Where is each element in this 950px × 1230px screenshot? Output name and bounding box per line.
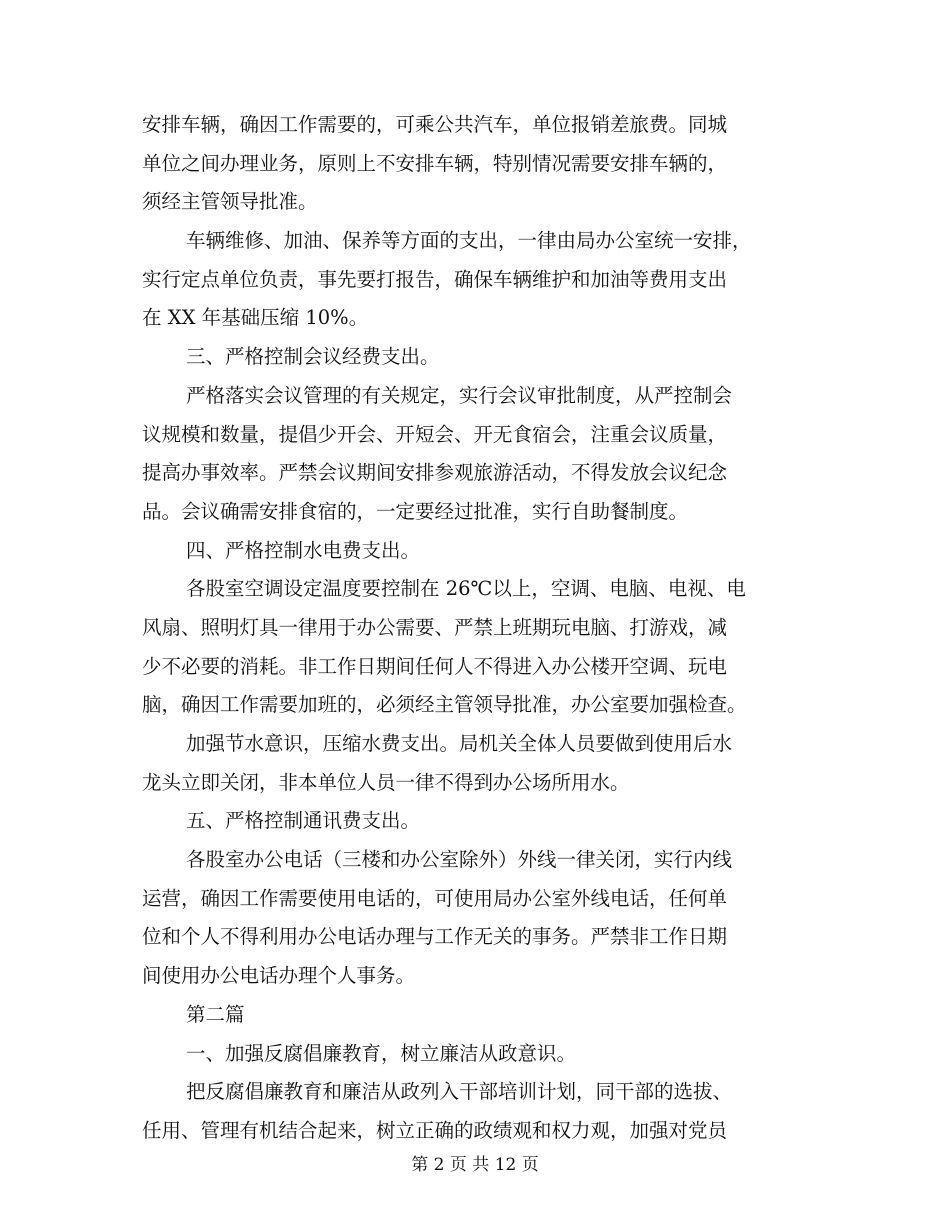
page-number-footer: 第 2 页 共 12 页 [411,1155,539,1175]
text-line: 实行定点单位负责，事先要打报告，确保车辆维护和加油等费用支出 [142,267,728,291]
text-line: 加强节水意识，压缩水费支出。局机关全体人员要做到使用后水 [186,732,733,755]
text-line: 间使用办公电话办理个人事务。 [142,964,416,988]
text-line: 车辆维修、加油、保养等方面的支出，一律由局办公室统一安排， [186,229,752,253]
text-line: 品。会议确需安排食宿的，一定要经过批准，实行自助餐制度。 [142,499,689,523]
text-line: 议规模和数量，提倡少开会、开短会、开无食宿会，注重会议质量， [142,422,728,446]
text-line: 风扇、照明灯具一律用于办公需要、严禁上班期玩电脑、打游戏，减 [142,615,728,639]
section-heading: 四、严格控制水电费支出。 [186,538,421,562]
document-body [142,106,810,1151]
text-line: 须经主管领导批准。 [142,190,318,214]
text-line: 严格落实会议管理的有关规定，实行会议审批制度，从严控制会 [186,383,733,407]
section-heading: 三、严格控制会议经费支出。 [186,345,440,369]
text-line: 位和个人不得利用办公电话办理与工作无关的事务。严禁非工作日期 [142,925,728,949]
text-line: 单位之间办理业务，原则上不安排车辆，特别情况需要安排车辆的， [142,151,728,175]
text-line: 在 XX 年基础压缩 10%。 [142,306,369,330]
text-line: 各股室办公电话（三楼和办公室除外）外线一律关闭，实行内线 [186,848,733,872]
text-line: 龙头立即关闭，非本单位人员一律不得到办公场所用水。 [142,770,630,794]
part-heading: 第二篇 [186,1002,245,1026]
text-line: 运营，确因工作需要使用电话的，可使用局办公室外线电话，任何单 [142,886,728,910]
section-heading: 五、严格控制通讯费支出。 [186,809,421,833]
text-line: 少不必要的消耗。非工作日期间任何人不得进入办公楼开空调、玩电 [142,654,728,678]
text-line: 各股室空调设定温度要控制在 26℃以上，空调、电脑、电视、电 [186,577,746,601]
text-line: 提高办事效率。严禁会议期间安排参观旅游活动，不得发放会议纪念 [142,461,728,485]
text-line: 脑，确因工作需要加班的，必须经主管领导批准，办公室要加强检查。 [142,693,747,717]
section-heading: 一、加强反腐倡廉教育，树立廉洁从政意识。 [186,1041,577,1065]
text-line: 安排车辆，确因工作需要的，可乘公共汽车，单位报销差旅费。同城 [142,113,728,136]
text-line: 任用、管理有机结合起来，树立正确的政绩观和权力观，加强对党员 [142,1118,728,1142]
text-line: 把反腐倡廉教育和廉洁从政列入干部培训计划，同干部的选拔、 [186,1080,733,1104]
